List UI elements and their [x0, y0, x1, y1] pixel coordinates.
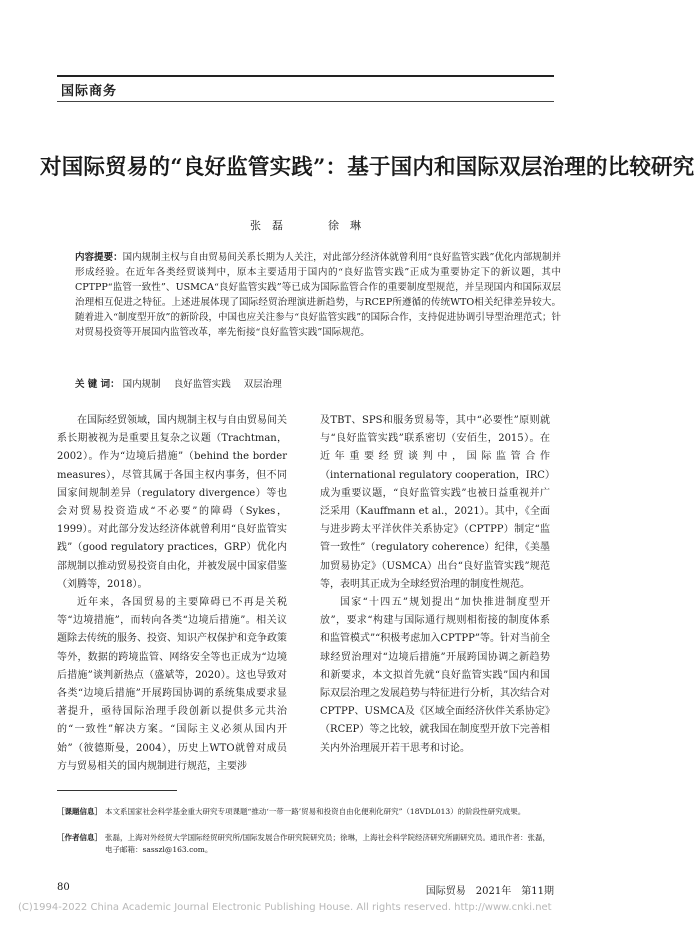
section-label: 国际商务	[61, 84, 118, 99]
footnote-text: 本文系国家社会科学基金重大研究专项课题“推动‘一带一路’贸易和投资自由化便利化研究”（18VDL013）的阶段性研究成果。	[105, 807, 526, 816]
abstract-label: 内容提要：	[75, 252, 123, 263]
copyright-watermark: (C)1994-2022 China Academic Journal Electronic Publishing House. All rights reserved. http://www.cnki.net	[18, 902, 552, 913]
section-header	[57, 75, 554, 102]
footnote-text: 张磊，上海对外经贸大学国际经贸研究所/国际发展合作研究院研究员；徐琳，上海社会科学院经济研究所副研究员。通讯作者：张磊，电子邮箱：sasszl@163.com。	[105, 833, 551, 854]
keyword: 国内规制	[122, 379, 161, 390]
keyword: 良好监管实践	[173, 379, 231, 390]
body-column-left	[57, 412, 287, 776]
journal-info: 国际贸易 2021年 第11期	[425, 886, 554, 897]
keywords	[75, 377, 561, 392]
body-paragraph: 在国际经贸领域，国内规制主权与自由贸易间关系长期被视为是重要且复杂之议题（Trachtman，2002）。作为“边境后措施”（behind the border measures），尽管其属于各国主权内事务，但不同国家间规制差异（regulatory divergence）等也会对贸易投资造成“不必要”的障碍（Sykes，1999）。对此部分发达经济体就曾利用“良好监管实践”（good regulatory practices，GRP）优化内部规制以推动贸易投资自由化，并被发展中国家借鉴（刘腾等，2018）。	[57, 415, 287, 590]
body-paragraph: 近年来，各国贸易的主要障碍已不再是关税等“边境措施”，而转向各类“边境后措施”。相关议题除去传统的服务、投资、知识产权保护和竞争政策等外，数据的跨境监管、网络安全等也正成为“边境后措施”谈判新热点（盛斌等，2020）。这也导致对各类“边境后措施”开展跨国协调的系统集成要求显著提升，亟待国际治理手段创新以提供多元共治的“一致性”解决方案。“国际主义必须从国内开始”（彼德斯曼，2004），历史上WTO就曾对成员方与贸易相关的国内规制进行规范，主要涉	[57, 597, 287, 772]
authors	[0, 217, 611, 233]
footnote-label: ［课题信息］	[57, 807, 102, 816]
body-paragraph: 国家“十四五”规划提出“加快推进制度型开放”，要求“构建与国际通行规则相衔接的制度体系和监管模式”“积极考虑加入CPTPP”等。针对当前全球经贸治理对“边境后措施”开展跨国协调之新趋势和新要求，本文拟首先就“良好监管实践”国内和国际双层治理之发展趋势与特征进行分析，其次结合对CPTPP、USMCA及《区域全面经济伙伴关系协定》（RCEP）等之比较，就我国在制度型开放下完善相关内外治理展开若干思考和讨论。	[320, 597, 550, 754]
body-paragraph: 及TBT、SPS和服务贸易等，其中“必要性”原则就与“良好监管实践”联系密切（安佰生，2015）。在近年重要经贸谈判中，国际监管合作（international regulatory cooperation，IRC）成为重要议题，“良好监管实践”也被日益重视并广泛采用（Kauffmann et al.，2021）。其中，《全面与进步跨太平洋伙伴关系协定》（CPTPP）制定“监管一致性”（regulatory coherence）纪律，《美墨加贸易协定》（USMCA）出台“良好监管实践”规范等，表明其正成为全球经贸治理的制度性规范。	[320, 415, 550, 590]
article-title: 对国际贸易的“良好监管实践”：基于国内和国际双层治理的比较研究	[40, 155, 694, 180]
abstract	[75, 250, 561, 340]
keyword: 双层治理	[243, 379, 282, 390]
author-name: 徐 琳	[328, 219, 361, 232]
keywords-label: 关 键 词：	[75, 379, 120, 390]
body-column-right	[320, 412, 550, 758]
footnote-label: ［作者信息］	[57, 833, 102, 842]
author-name: 张 磊	[250, 219, 283, 232]
abstract-text: 国内规制主权与自由贸易间关系长期为人关注，对此部分经济体就曾利用“良好监管实践”优化内部规制并形成经验。在近年各类经贸谈判中，原本主要适用于国内的“良好监管实践”正成为重要协定下的新议题，其中CPTPP“监管一致性”、USMCA“良好监管实践”等已成为国际监管合作的重要制度型规范，并呈现国内和国际双层治理相互促进之特征。上述进展体现了国际经贸治理演进新趋势，与RCEP所遵循的传统WTO相关纪律差异较大。随着进入“制度型开放”的新阶段，中国也应关注参与“良好监管实践”的国际合作，支持促进协调引导型治理范式；针对贸易投资等开展国内监管改革，率先衔接“良好监管实践”国际规范。	[75, 252, 561, 338]
page-number: 80	[57, 882, 70, 893]
footnote-divider	[57, 790, 177, 791]
